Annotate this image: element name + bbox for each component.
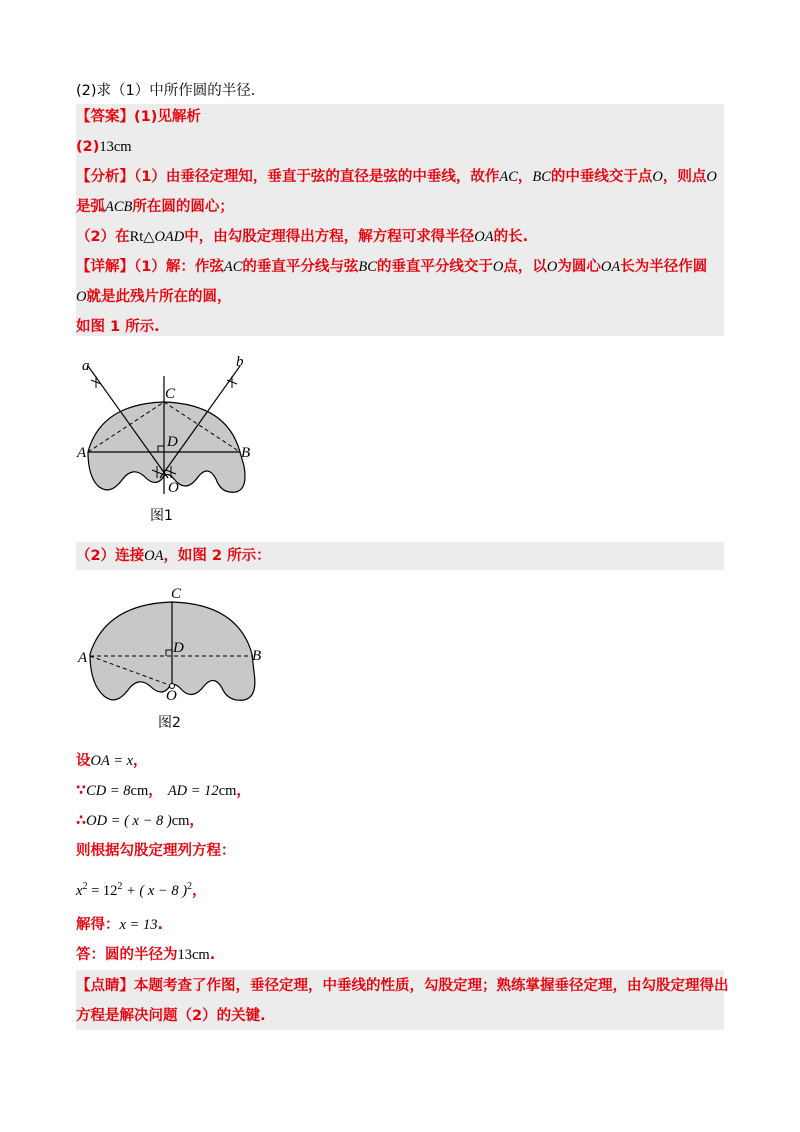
figure-2-drawing bbox=[76, 582, 262, 734]
math-o: O bbox=[546, 259, 558, 275]
question-text: (2)求（1）中所作圆的半径. bbox=[76, 83, 256, 99]
comment-tag: 【点睛】 bbox=[76, 978, 134, 994]
solution-od bbox=[76, 810, 204, 832]
unit-cm: cm bbox=[218, 783, 237, 799]
equation-cd: CD = 8 bbox=[86, 783, 131, 799]
math-o: O bbox=[652, 169, 663, 185]
label-C: C bbox=[171, 586, 182, 602]
because-symbol: ∵ bbox=[76, 783, 87, 799]
equation-od: OD = ( x − 8 ) bbox=[86, 813, 172, 829]
solution-text: 答：圆的半径为 bbox=[76, 947, 178, 963]
therefore-symbol: ∴ bbox=[76, 813, 87, 829]
analysis-text: 的中垂线交于点 bbox=[550, 169, 653, 185]
equation-part: x bbox=[76, 882, 83, 899]
math-oad: OAD bbox=[154, 229, 185, 245]
solution-equation bbox=[76, 876, 207, 902]
math-ac: AC bbox=[499, 169, 518, 185]
label-O: O bbox=[168, 480, 179, 496]
equation-oa-x: OA = x bbox=[90, 753, 134, 769]
equation-part: = 12 bbox=[87, 882, 118, 899]
solution-text: ， bbox=[133, 753, 148, 769]
exponent: 2 bbox=[117, 881, 123, 892]
solution-text: . bbox=[157, 917, 163, 933]
equation-x-13: x = 13 bbox=[119, 917, 158, 933]
detail-text: 长为半径作圆 bbox=[620, 259, 708, 275]
label-B: B bbox=[252, 648, 262, 664]
step2-text: ，如图 2 所示： bbox=[163, 548, 271, 564]
analysis-text: 的长. bbox=[493, 229, 529, 245]
solution-text: 解得： bbox=[76, 917, 120, 933]
analysis-line-3 bbox=[76, 226, 528, 248]
label-A: A bbox=[77, 445, 87, 461]
analysis-line-2 bbox=[76, 196, 234, 218]
equation-part: + ( x − 8 ) bbox=[122, 882, 188, 899]
math-oa: OA bbox=[474, 229, 494, 245]
detail-tag: 【详解】 bbox=[76, 259, 134, 275]
analysis-tag: 【分析】 bbox=[76, 169, 134, 185]
analysis-text: 中，由勾股定理得出方程，解方程可求得半径 bbox=[184, 229, 475, 245]
label-C: C bbox=[165, 386, 176, 402]
figure-1-drawing bbox=[76, 354, 252, 526]
solution-text: ， bbox=[236, 783, 251, 799]
answer-line-2 bbox=[76, 136, 132, 158]
comment-line-1 bbox=[76, 975, 729, 997]
figure-1 bbox=[76, 354, 252, 526]
analysis-text: （2）在 bbox=[76, 229, 130, 245]
analysis-text: ，则点 bbox=[662, 169, 707, 185]
math-o: O bbox=[492, 259, 504, 275]
solution-set bbox=[76, 750, 148, 772]
comment-text: 本题考查了作图，垂径定理，中垂线的性质，勾股定理；熟练掌握垂径定理，由勾股定理得出 bbox=[134, 978, 729, 994]
unit-cm: cm bbox=[130, 783, 149, 799]
step2-line bbox=[76, 545, 271, 567]
solution-text: ， bbox=[192, 882, 207, 899]
math-acb: ACB bbox=[105, 199, 133, 215]
analysis-text: 所在圆的圆心； bbox=[132, 199, 234, 215]
analysis-line-1 bbox=[76, 166, 717, 188]
unit-cm: cm bbox=[192, 947, 210, 963]
analysis-text: ， bbox=[517, 169, 533, 185]
label-B: B bbox=[241, 445, 251, 461]
solution-text: . bbox=[209, 947, 216, 963]
triangle-symbol: △ bbox=[143, 229, 155, 245]
solution-text: ， bbox=[148, 783, 163, 799]
math-bc: BC bbox=[358, 259, 377, 275]
figure-1-caption: 图1 bbox=[150, 508, 173, 524]
solution-text: 设 bbox=[76, 753, 91, 769]
answer-unit: cm bbox=[113, 139, 132, 155]
detail-text: （1）解：作弦 bbox=[134, 259, 224, 275]
figure-2-caption: 图2 bbox=[158, 715, 181, 731]
comment-line-2: 方程是解决问题（2）的关键. bbox=[76, 1008, 266, 1024]
detail-text: 点，以 bbox=[503, 259, 547, 275]
detail-text: 就是此残片所在的圆， bbox=[86, 289, 232, 305]
detail-text: 的垂直平分线交于 bbox=[376, 259, 493, 275]
solution-solve bbox=[76, 914, 163, 936]
label-b: b bbox=[236, 354, 244, 370]
answer-tag: 【答案】 bbox=[76, 109, 134, 125]
label-O: O bbox=[166, 688, 177, 704]
math-bc: BC bbox=[532, 169, 551, 185]
detail-text: 的垂直平分线与弦 bbox=[242, 259, 359, 275]
analysis-text: 是弧 bbox=[76, 199, 105, 215]
math-o: O bbox=[706, 169, 717, 185]
figure-2 bbox=[76, 582, 262, 734]
math-oa: OA bbox=[144, 548, 164, 564]
solution-text: ， bbox=[189, 813, 204, 829]
exponent: 2 bbox=[187, 881, 193, 892]
detail-text: 为圆心 bbox=[557, 259, 601, 275]
equation-ad: AD = 12 bbox=[167, 783, 219, 799]
detail-line-3: 如图 1 所示. bbox=[76, 319, 160, 335]
label-D: D bbox=[167, 434, 178, 450]
analysis-text: （1）由垂径定理知，垂直于弦的直径是弦的中垂线，故作 bbox=[134, 169, 500, 185]
step2-text: （2）连接 bbox=[76, 548, 145, 564]
unit-cm: cm bbox=[171, 813, 190, 829]
math-o: O bbox=[76, 289, 87, 305]
math-oa: OA bbox=[600, 259, 621, 275]
math-rt: Rt bbox=[129, 229, 144, 245]
solution-given bbox=[76, 780, 251, 802]
detail-line-1 bbox=[76, 256, 707, 278]
solution-final bbox=[76, 944, 215, 966]
exponent: 2 bbox=[82, 881, 88, 892]
label-a: a bbox=[82, 358, 90, 374]
math-ac: AC bbox=[223, 259, 243, 275]
label-A: A bbox=[78, 650, 88, 666]
detail-line-2 bbox=[76, 286, 231, 308]
answer-value: 13 bbox=[99, 139, 114, 155]
final-value: 13 bbox=[177, 947, 192, 963]
answer-part2-prefix: (2) bbox=[76, 139, 100, 155]
answer-line-1 bbox=[76, 106, 201, 128]
solution-method: 则根据勾股定理列方程： bbox=[76, 843, 236, 859]
label-D: D bbox=[173, 640, 184, 656]
answer-part1: (1)见解析 bbox=[134, 109, 201, 125]
